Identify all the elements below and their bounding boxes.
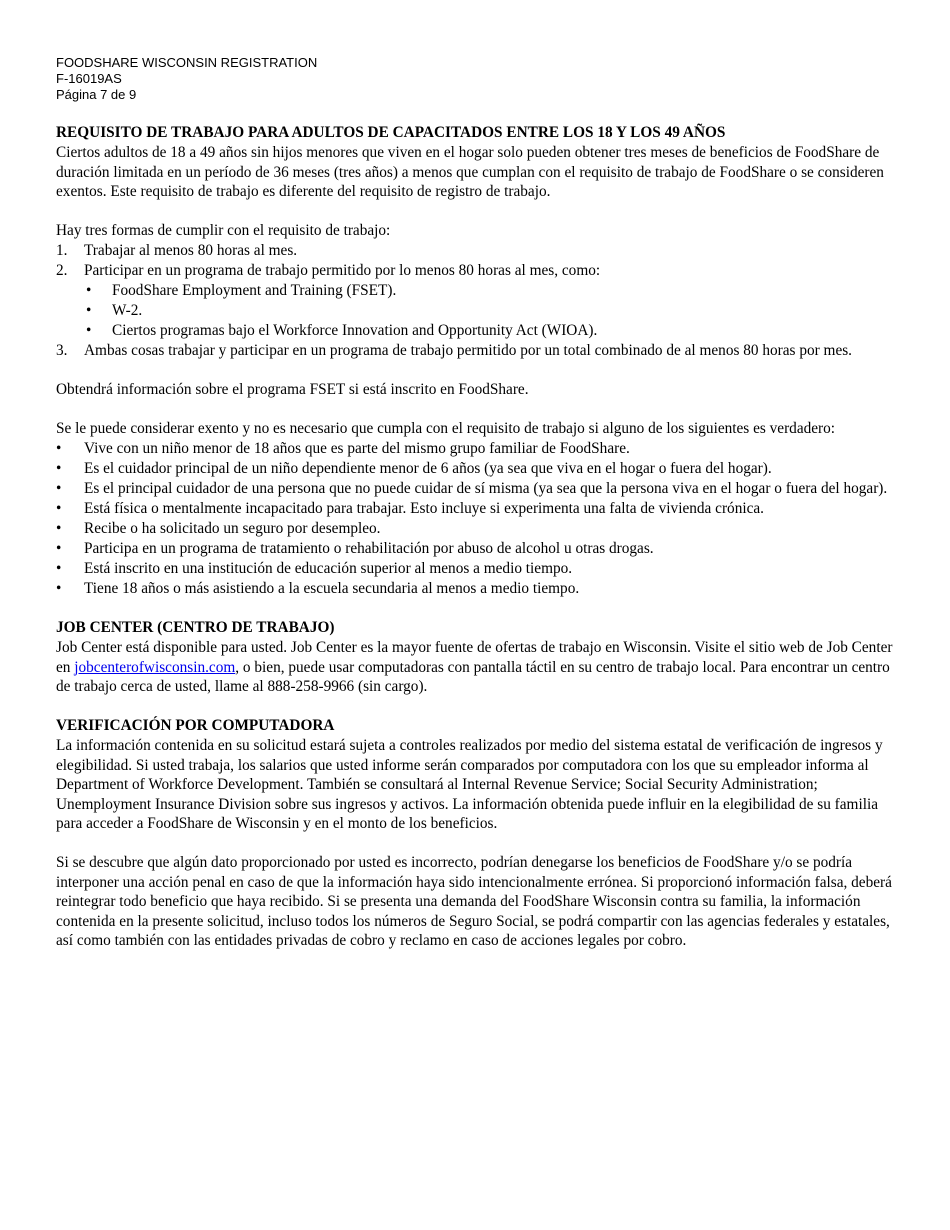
job-center-text-before: Job Center está disponible para usted. Job Center es la mayor fuente de ofertas de trabajo en Wisconsin. Visite el sitio web de Job Center en	[56, 639, 893, 676]
list-item-text: Trabajar al menos 80 horas al mes.	[84, 241, 298, 259]
list-item-text: Ambas cosas trabajar y participar en un programa de trabajo permitido por un total combinado de al menos 80 horas por mes.	[84, 341, 853, 359]
list-number: 2.	[56, 261, 68, 279]
bullet-icon: •	[86, 321, 92, 339]
list-item-text: Ciertos programas bajo el Workforce Innovation and Opportunity Act (WIOA).	[112, 321, 598, 339]
list-number: 1.	[56, 241, 68, 259]
list-item	[56, 459, 894, 479]
list-item-text: Es el principal cuidador de una persona que no puede cuidar de sí misma (ya sea que la persona viva en el hogar o fuera del hogar).	[84, 479, 888, 497]
exemptions-list	[56, 439, 894, 599]
bullet-icon: •	[56, 539, 62, 557]
list-item	[56, 499, 894, 519]
bullet-icon: •	[56, 479, 62, 497]
form-number: F-16019AS	[56, 71, 122, 86]
list-number: 3.	[56, 341, 68, 359]
list-item	[56, 281, 894, 301]
list-item	[56, 439, 894, 459]
programs-list	[56, 281, 894, 341]
ways-list	[56, 241, 894, 281]
list-item	[56, 559, 894, 579]
bullet-icon: •	[56, 579, 62, 597]
job-center-title: JOB CENTER (CENTRO DE TRABAJO)	[56, 619, 335, 636]
verification-section	[56, 716, 894, 951]
list-item-text: Participar en un programa de trabajo permitido por lo menos 80 horas al mes, como:	[84, 261, 601, 279]
list-item-text: Recibe o ha solicitado un seguro por desempleo.	[84, 519, 381, 537]
bullet-icon: •	[86, 301, 92, 319]
bullet-icon: •	[56, 439, 62, 457]
list-item-text: W-2.	[112, 301, 143, 319]
list-item	[56, 479, 894, 499]
list-item	[56, 519, 894, 539]
bullet-icon: •	[86, 281, 92, 299]
form-title: FOODSHARE WISCONSIN REGISTRATION	[56, 55, 318, 70]
list-item-text: Está inscrito en una institución de educación superior al menos a medio tiempo.	[84, 559, 573, 577]
bullet-icon: •	[56, 459, 62, 477]
list-item	[56, 321, 894, 341]
form-header	[56, 55, 894, 103]
list-item	[56, 301, 894, 321]
fset-note: Obtendrá información sobre el programa FSET si está inscrito en FoodShare.	[56, 381, 529, 398]
ways-intro: Hay tres formas de cumplir con el requisito de trabajo:	[56, 222, 391, 239]
verification-para-2: Si se descubre que algún dato proporcionado por usted es incorrecto, podrían denegarse los beneficios de FoodShare y/o se podría interponer una acción penal en caso de que la información haya sido intencionalmente errónea. Si proporcionó información falsa, deberá reintegrar todo beneficio que haya recibido. Si se presenta una demanda del FoodShare Wisconsin contra su familia, la información contenida en la presente solicitud, incluso todos los números de Seguro Social, se podrá compartir con las agencias federales y estatales, así como también con las entidades privadas de cobro y reclamo en caso de acciones legales por cobro.	[56, 854, 892, 949]
list-item	[56, 579, 894, 599]
list-item	[56, 539, 894, 559]
page-number: Página 7 de 9	[56, 87, 137, 102]
ways-list-continued	[56, 341, 894, 361]
list-item-text: FoodShare Employment and Training (FSET).	[112, 281, 397, 299]
list-item-text: Participa en un programa de tratamiento o rehabilitación por abuso de alcohol u otras drogas.	[84, 539, 654, 557]
bullet-icon: •	[56, 499, 62, 517]
verification-para-1: La información contenida en su solicitud estará sujeta a controles realizados por medio del sistema estatal de verificación de ingresos y elegibilidad. Si usted trabaja, los salarios que usted informe serán comparados por computadora con los que su empleador informa al Department of Workforce Development. También se consultará al Internal Revenue Service; Social Security Administration; Unemployment Insurance Division sobre sus ingresos y activos. La información obtenida puede influir en la elegibilidad de su familia para acceder a FoodShare de Wisconsin y en el monto de los beneficios.	[56, 737, 883, 832]
list-item-text: Vive con un niño menor de 18 años que es parte del mismo grupo familiar de FoodShare.	[84, 439, 630, 457]
job-center-text-after: , o bien, puede usar computadoras con pantalla táctil en su centro de trabajo local. Para encontrar un centro de trabajo cerca de usted, llame al 888-258-9966 (sin cargo).	[56, 658, 890, 695]
list-item	[56, 261, 894, 281]
job-center-text	[56, 638, 894, 697]
list-item-text: Tiene 18 años o más asistiendo a la escuela secundaria al menos a medio tiempo.	[84, 579, 580, 597]
bullet-icon: •	[56, 519, 62, 537]
work-requirement-title: REQUISITO DE TRABAJO PARA ADULTOS DE CAPACITADOS ENTRE LOS 18 Y LOS 49 AÑOS	[56, 124, 726, 141]
bullet-icon: •	[56, 559, 62, 577]
list-item	[56, 241, 894, 261]
exempt-intro: Se le puede considerar exento y no es necesario que cumpla con el requisito de trabajo si alguno de los siguientes es verdadero:	[56, 420, 836, 437]
job-center-link[interactable]: jobcenterofwisconsin.com	[74, 658, 236, 676]
work-requirement-intro: Ciertos adultos de 18 a 49 años sin hijos menores que viven en el hogar solo pueden obtener tres meses de beneficios de FoodShare de duración limitada en un período de 36 meses (tres años) a menos que cumplan con el requisito de trabajo de FoodShare o se consideren exentos. Este requisito de trabajo es diferente del requisito de registro de trabajo.	[56, 144, 884, 200]
work-requirement-section	[56, 123, 894, 599]
list-item	[56, 341, 894, 361]
verification-title: VERIFICACIÓN POR COMPUTADORA	[56, 717, 335, 734]
list-item-text: Está física o mentalmente incapacitado para trabajar. Esto incluye si experimenta una falta de vivienda crónica.	[84, 499, 764, 517]
job-center-section	[56, 618, 894, 697]
list-item-text: Es el cuidador principal de un niño dependiente menor de 6 años (ya sea que viva en el hogar o fuera del hogar).	[84, 459, 772, 477]
